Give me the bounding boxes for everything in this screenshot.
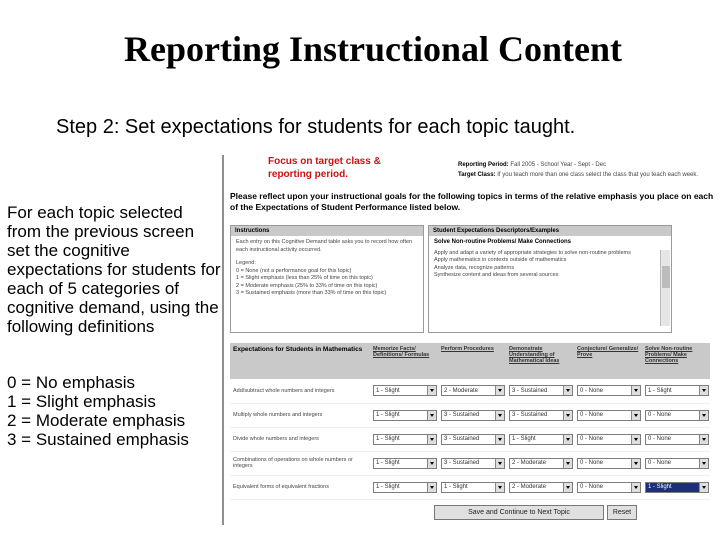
emphasis-select[interactable] [645, 410, 709, 421]
emphasis-cell [438, 403, 506, 427]
emphasis-select[interactable] [441, 434, 505, 445]
dropdown-arrow-icon[interactable] [427, 386, 436, 395]
emphasis-select-value: 2 - Moderate [444, 387, 479, 394]
emphasis-select[interactable] [373, 410, 437, 421]
emphasis-cell [438, 379, 506, 403]
dropdown-arrow-icon[interactable] [699, 483, 708, 492]
emphasis-select[interactable] [509, 410, 573, 421]
form-instructions: Please reflect upon your instructional goals for the following topics in terms of the relative emphasis you place on each of the Expectations of Student Performance listed below. [230, 191, 714, 212]
emphasis-select[interactable] [373, 385, 437, 396]
dropdown-arrow-icon[interactable] [631, 435, 640, 444]
emphasis-cell [506, 451, 574, 475]
emphasis-select[interactable] [441, 458, 505, 469]
emphasis-select-value: 3 - Sustained [444, 460, 480, 466]
emphasis-cell [370, 475, 438, 499]
descriptors-subheader: Solve Non-routine Problems/ Make Connections [434, 239, 572, 245]
dropdown-arrow-icon[interactable] [563, 459, 572, 468]
descriptor-item: Analyze data, recognize patterns [434, 264, 515, 271]
emphasis-cell [438, 427, 506, 451]
emphasis-cell [574, 427, 642, 451]
slide-subtitle: Step 2: Set expectations for students for each topic taught. [56, 116, 576, 138]
dropdown-arrow-icon[interactable] [495, 386, 504, 395]
emphasis-select-value: 1 - Slight [512, 436, 536, 442]
dropdown-arrow-icon[interactable] [427, 435, 436, 444]
emphasis-cell [370, 427, 438, 451]
legend-item: 3 = Sustained emphasis (more than 33% of time on this topic) [236, 290, 387, 296]
descriptors-panel-header: Student Expectations Descriptors/Examples [429, 226, 671, 236]
dropdown-arrow-icon[interactable] [427, 411, 436, 420]
emphasis-select[interactable] [645, 482, 709, 493]
dropdown-arrow-icon[interactable] [631, 459, 640, 468]
emphasis-select-value: 2 - Moderate [512, 460, 547, 466]
expectation-column-header[interactable]: Memorize Facts/ Definitions/ Formulas [370, 343, 438, 379]
dropdown-arrow-icon[interactable] [631, 386, 640, 395]
scale-item-1: 1 = Slight emphasis [7, 392, 156, 411]
dropdown-arrow-icon[interactable] [699, 435, 708, 444]
emphasis-select-value: 3 - Sustained [444, 412, 480, 418]
target-class-label: Target Class: [458, 172, 496, 178]
emphasis-select-value: 1 - Slight [376, 484, 400, 490]
emphasis-select[interactable] [577, 385, 641, 396]
emphasis-cell [506, 403, 574, 427]
descriptors-panel [428, 225, 672, 333]
dropdown-arrow-icon[interactable] [631, 483, 640, 492]
emphasis-select-value: 0 - None [580, 412, 604, 418]
emphasis-cell [642, 451, 710, 475]
emphasis-select[interactable] [509, 458, 573, 469]
emphasis-select-value: 0 - None [580, 387, 604, 394]
emphasis-select-value: 0 - None [580, 436, 604, 442]
dropdown-arrow-icon[interactable] [495, 435, 504, 444]
emphasis-select-value: 1 - Slight [376, 436, 400, 442]
scrollbar-thumb[interactable] [662, 266, 670, 288]
emphasis-cell [574, 379, 642, 403]
dropdown-arrow-icon[interactable] [495, 459, 504, 468]
dropdown-arrow-icon[interactable] [699, 459, 708, 468]
emphasis-cell [574, 403, 642, 427]
dropdown-arrow-icon[interactable] [563, 483, 572, 492]
save-continue-button[interactable]: Save and Continue to Next Topic [434, 505, 604, 520]
emphasis-cell [370, 379, 438, 403]
emphasis-select[interactable] [645, 458, 709, 469]
table-row [230, 451, 710, 475]
dropdown-arrow-icon[interactable] [495, 483, 504, 492]
emphasis-select[interactable] [509, 434, 573, 445]
target-class-value: If you teach more than one class select the class that you teach each week. [497, 172, 699, 178]
emphasis-select-value: 1 - Slight [444, 484, 468, 490]
emphasis-select-value: 1 - Slight [376, 460, 400, 466]
emphasis-select[interactable] [441, 385, 505, 396]
scale-item-2: 2 = Moderate emphasis [7, 411, 186, 430]
emphasis-cell [642, 427, 710, 451]
expectation-column-header[interactable]: Perform Procedures [438, 343, 506, 379]
emphasis-select[interactable] [509, 482, 573, 493]
instructions-panel-body: Each entry on this Cognitive Demand table asks you to record how often each instructional activity occurred. [236, 239, 413, 253]
emphasis-select[interactable] [373, 458, 437, 469]
focus-callout: Focus on target class & reporting period. [268, 156, 381, 180]
emphasis-cell [370, 403, 438, 427]
dropdown-arrow-icon[interactable] [427, 459, 436, 468]
dropdown-arrow-icon[interactable] [563, 435, 572, 444]
reporting-period-label: Reporting Period: [458, 162, 509, 168]
legend-item: 1 = Slight emphasis (less than 25% of time on this topic) [236, 275, 373, 281]
web-form-screenshot [222, 155, 720, 525]
descriptor-item: Synthesize content and ideas from several sources [434, 272, 559, 278]
instructions-panel-header: Instructions [231, 226, 423, 236]
emphasis-select-value: 3 - Sustained [512, 387, 548, 394]
emphasis-select-value: 0 - None [648, 460, 672, 466]
emphasis-select-value: 2 - Moderate [512, 484, 547, 490]
reset-button[interactable]: Reset [607, 505, 637, 520]
expectation-column-header[interactable]: Conjecture/ Generalize/ Prove [574, 343, 642, 379]
emphasis-cell [642, 475, 710, 499]
instructions-text: For each topic selected from the previous screen set the cognitive expectations for students for each of 5 categories of cognitive demand, using the following definitions [7, 203, 221, 336]
legend-label: Legend: [236, 260, 256, 266]
topic-label: Equivalent forms of equivalent fractions [230, 475, 370, 499]
expectation-column-header[interactable]: Demonstrate Understanding of Mathematical Ideas [506, 343, 574, 379]
dropdown-arrow-icon[interactable] [427, 483, 436, 492]
emphasis-cell [506, 475, 574, 499]
scale-item-0: 0 = No emphasis [7, 373, 136, 392]
emphasis-cell [574, 451, 642, 475]
descriptor-item: Apply mathematics in contexts outside of mathematics [434, 257, 567, 263]
table-row [230, 403, 710, 427]
dropdown-arrow-icon[interactable] [495, 411, 504, 420]
expectations-table [230, 343, 710, 500]
emphasis-select[interactable] [577, 458, 641, 469]
emphasis-select[interactable] [577, 434, 641, 445]
dropdown-arrow-icon[interactable] [563, 411, 572, 420]
emphasis-select[interactable] [645, 385, 709, 396]
emphasis-select[interactable] [509, 385, 573, 396]
emphasis-cell [438, 475, 506, 499]
topic-label: Combinations of operations on whole numbers or integers [230, 451, 370, 475]
emphasis-cell [574, 475, 642, 499]
emphasis-cell [642, 403, 710, 427]
emphasis-select-value: 0 - None [648, 436, 672, 442]
emphasis-cell [370, 451, 438, 475]
table-row [230, 379, 710, 403]
descriptors-scrollbar[interactable] [660, 250, 670, 326]
emphasis-select-value: 0 - None [580, 484, 604, 490]
legend-item: 2 = Moderate emphasis (25% to 33% of time on this topic) [236, 282, 378, 289]
slide-title: Reporting Instructional Content [123, 29, 622, 69]
emphasis-cell [642, 379, 710, 403]
topic-label: Add/subtract whole numbers and integers [230, 379, 370, 403]
reporting-period-value: Fall 2005 - School Year - Sept - Dec [510, 162, 607, 168]
emphasis-cell [506, 427, 574, 451]
emphasis-cell [506, 379, 574, 403]
emphasis-select-value: 3 - Sustained [444, 436, 480, 442]
scale-item-3: 3 = Sustained emphasis [7, 430, 189, 449]
legend-item: 0 = None (not a performance goal for this topic) [236, 267, 352, 274]
emphasis-select[interactable] [577, 410, 641, 421]
emphasis-scale [7, 373, 189, 449]
dropdown-arrow-icon[interactable] [699, 386, 708, 395]
instructions-panel [230, 225, 424, 333]
emphasis-select[interactable] [441, 482, 505, 493]
table-row [230, 427, 710, 451]
table-row [230, 475, 710, 499]
expectation-column-header[interactable]: Solve Non-routine Problems/ Make Connections [642, 343, 710, 379]
emphasis-select-value: 0 - None [580, 460, 604, 466]
emphasis-select-value: 1 - Slight [376, 412, 400, 418]
reporting-period-info [458, 160, 698, 180]
topic-label: Divide whole numbers and integers [230, 427, 370, 451]
emphasis-select-value: 0 - None [648, 412, 672, 418]
emphasis-select[interactable] [373, 482, 437, 493]
emphasis-cell [438, 451, 506, 475]
emphasis-select[interactable] [373, 434, 437, 445]
emphasis-select-value: 3 - Sustained [512, 412, 548, 418]
emphasis-select[interactable] [577, 482, 641, 493]
dropdown-arrow-icon[interactable] [563, 386, 572, 395]
emphasis-select-value: 1 - Slight [376, 387, 400, 394]
topic-label: Multiply whole numbers and integers [230, 403, 370, 427]
topic-column-header: Expectations for Students in Mathematics [230, 343, 370, 379]
emphasis-select-value: 1 - Slight [648, 484, 672, 490]
dropdown-arrow-icon[interactable] [631, 411, 640, 420]
emphasis-select[interactable] [441, 410, 505, 421]
emphasis-select-value: 1 - Slight [648, 387, 672, 394]
emphasis-select[interactable] [645, 434, 709, 445]
screenshot-edge [222, 155, 224, 525]
descriptor-item: Apply and adapt a variety of appropriate strategies to solve non-routine problems [434, 249, 631, 256]
dropdown-arrow-icon[interactable] [699, 411, 708, 420]
